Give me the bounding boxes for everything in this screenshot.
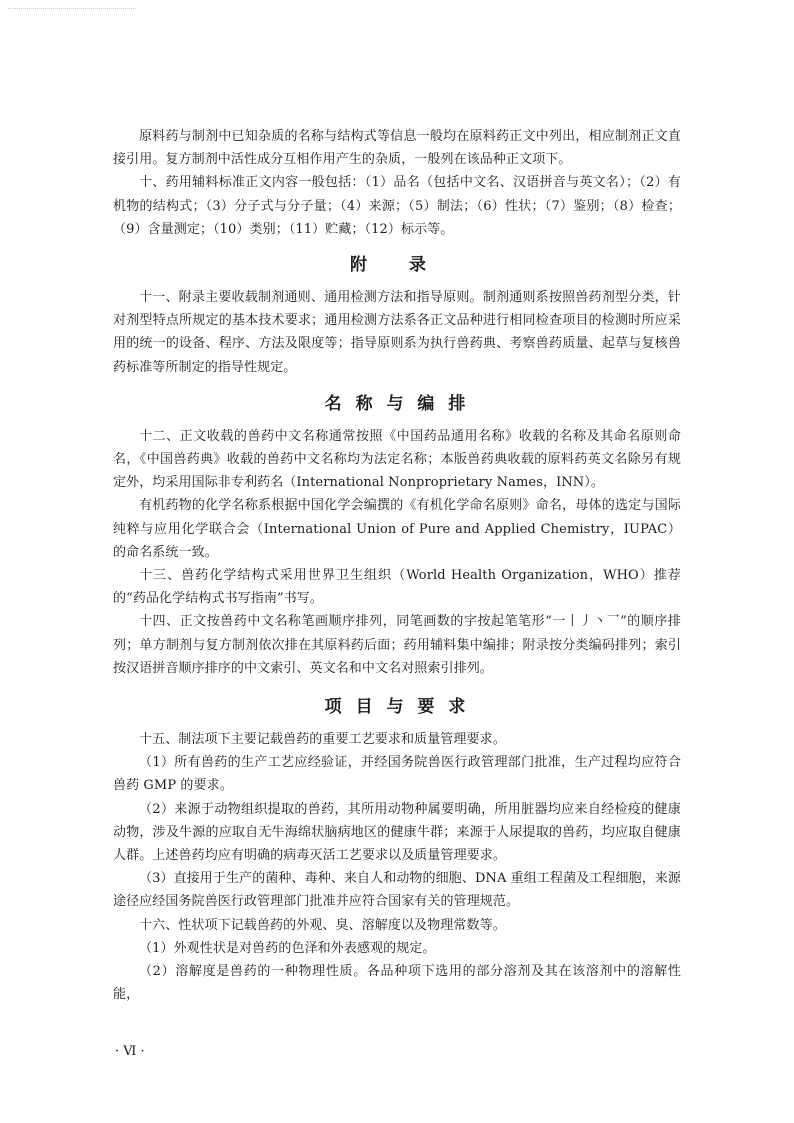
page-content	[113, 125, 681, 1007]
paragraph-chemical-naming: 有机药物的化学名称系根据中国化学会编撰的《有机化学命名原则》命名，母体的选定与国际纯粹与应用化学联合会（International Union of Pure and Applied Chemistry，IUPAC）的命名系统一致。	[113, 498, 681, 560]
paragraph-item-16-1: （1）外观性状是对兽药的色泽和外表感观的规定。	[139, 940, 436, 956]
paragraph-item-11: 十一、附录主要收载制剂通则、通用检测方法和指导原则。制剂通则系按照兽药剂型分类，针对剂型特点所规定的基本技术要求；通用检测方法系各正文品种进行相同检查项目的检测时所应采用的统一的设备、程序、方法及限度等；指导原则系为执行兽药典、考察兽药质量、起草与复核兽药标准等所制定的指导性规定。	[113, 290, 681, 375]
paragraph-item-15: 十五、制法项下主要记载兽药的重要工艺要求和质量管理要求。	[139, 732, 506, 748]
section-heading-items: 项 目 与 要 求	[324, 697, 470, 718]
section-heading-naming: 名 称 与 编 排	[324, 393, 470, 414]
paragraph-impurity-info: 原料药与制剂中已知杂质的名称与结构式等信息一般均在原料药正文中列出，相应制剂正文直接引用。复方制剂中活性成分互相作用产生的杂质，一般列在该品种正文项下。	[113, 129, 681, 168]
paragraph-item-15-3: （3）直接用于生产的菌种、毒种、来自人和动物的细胞、DNA 重组工程菌及工程细胞，来源途径应经国务院兽医行政管理部门批准并应符合国家有关的管理规范。	[113, 871, 681, 910]
paragraph-item-12: 十二、正文收载的兽药中文名称通常按照《中国药品通用名称》收载的名称及其命名原则命名，《中国兽药典》收载的兽药中文名称均为法定名称；本版兽药典收载的原料药英文名除另有规定外，均采用国际非专利药名（International Nonproprietary Names，INN）。	[113, 428, 681, 491]
paragraph-item-10: 十、药用辅料标准正文内容一般包括：（1）品名（包括中文名、汉语拼音与英文名）；（2）有机物的结构式；（3）分子式与分子量；（4）来源；（5）制法；（6）性状；（7）鉴别；（8）检查；（9）含量测定；（10）类别；（11）贮藏；（12）标示等。	[113, 175, 681, 237]
page-number: · Ⅵ ·	[115, 1044, 145, 1059]
section-heading-appendix: 附 录	[350, 255, 444, 276]
paragraph-item-14: 十四、正文按兽药中文名称笔画顺序排列，同笔画数的字按起笔笔形“一丨丿丶乛”的顺序排列；单方制剂与复方制剂依次排在其原料药后面；药用辅料集中编排；附录按分类编码排列；索引按汉语拼音顺序排序的中文索引、英文名和中文名对照索引排列。	[113, 614, 681, 676]
paragraph-item-16-2: （2）溶解度是兽药的一种物理性质。各品种项下选用的部分溶剂及其在该溶剂中的溶解性能，	[113, 964, 681, 1003]
paragraph-item-15-2: （2）来源于动物组织提取的兽药，其所用动物种属要明确，所用脏器均应来自经检疫的健康动物，涉及牛源的应取自无牛海绵状脑病地区的健康牛群；来源于人尿提取的兽药，均应取自健康人群。上述兽药均应有明确的病毒灭活工艺要求以及质量管理要求。	[113, 801, 681, 864]
paragraph-item-13: 十三、兽药化学结构式采用世界卫生组织（World Health Organization，WHO）推荐的“药品化学结构式书写指南”书写。	[113, 568, 681, 607]
paragraph-item-15-1: （1）所有兽药的生产工艺应经验证，并经国务院兽医行政管理部门批准，生产过程均应符合兽药 GMP 的要求。	[113, 755, 681, 794]
scan-edge-mark	[8, 8, 136, 9]
paragraph-item-16: 十六、性状项下记载兽药的外观、臭、溶解度以及物理常数等。	[139, 917, 506, 933]
